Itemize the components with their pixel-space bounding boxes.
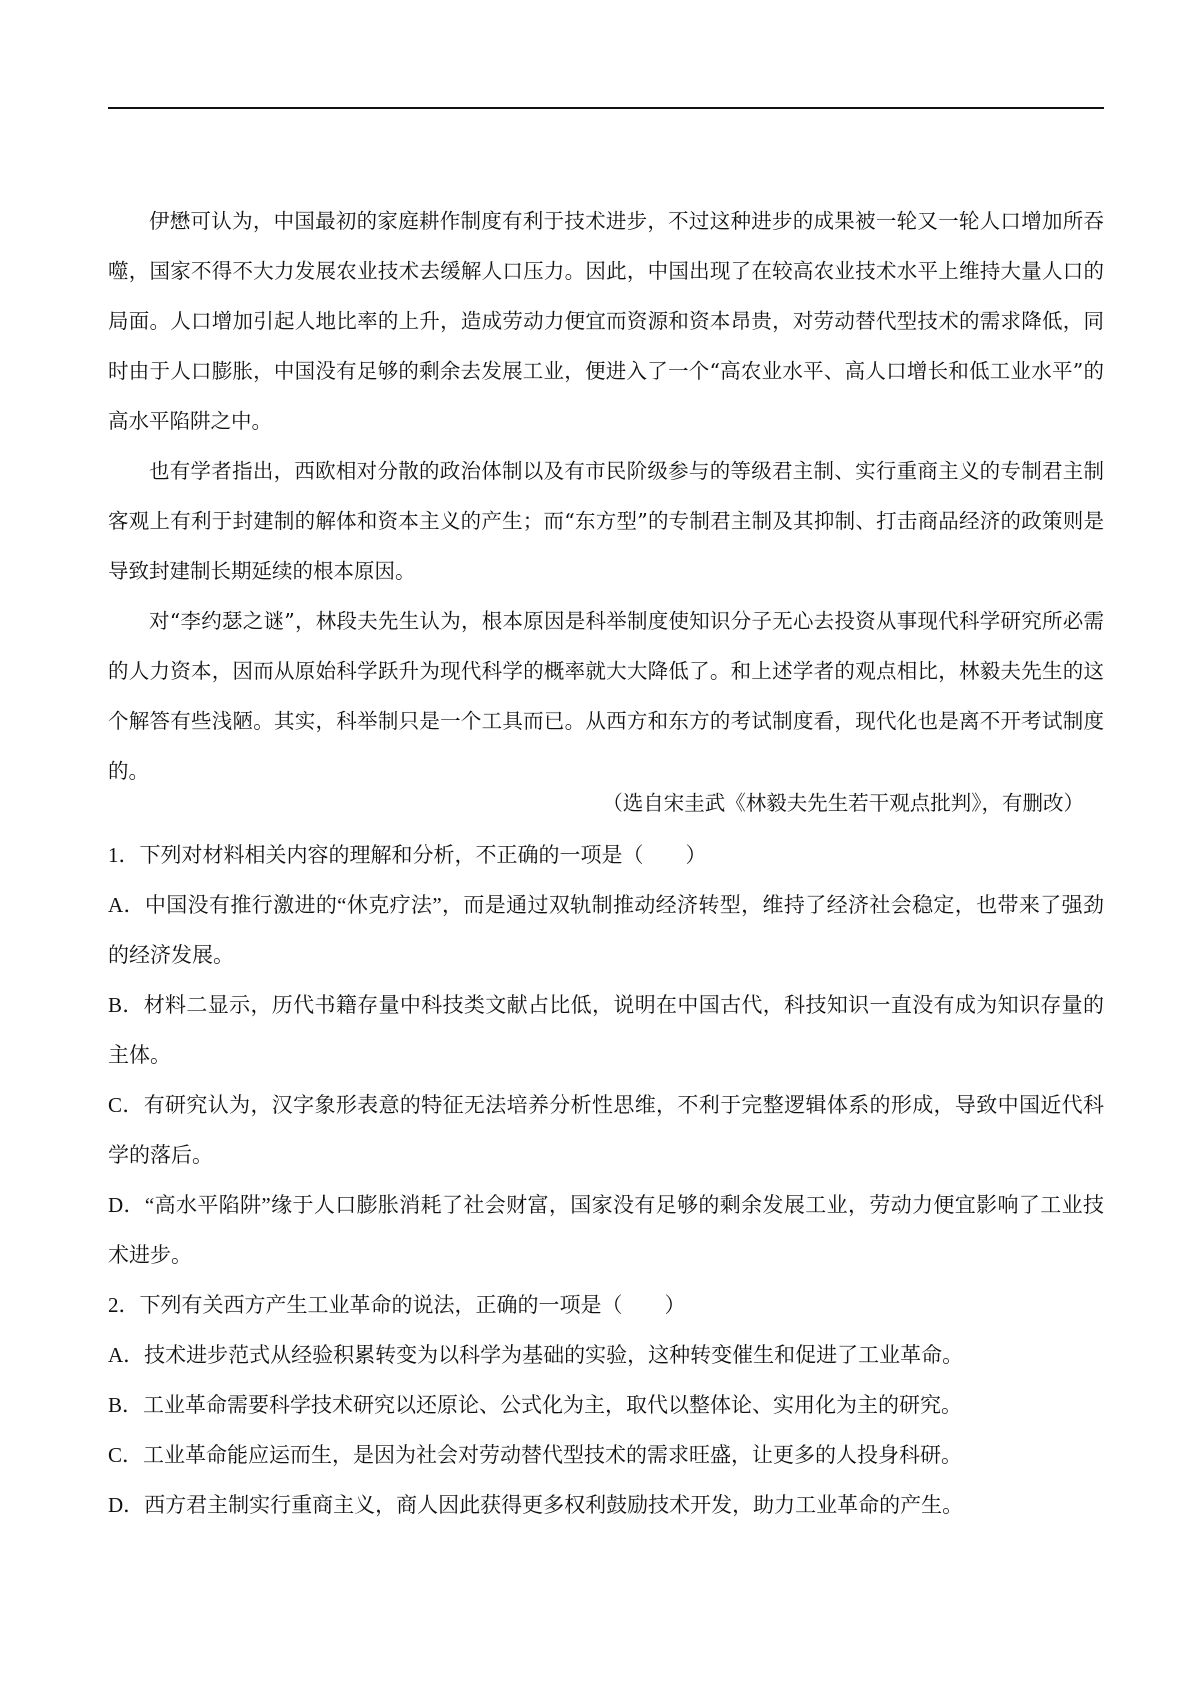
question-list: [108, 830, 1104, 1530]
option-d: D．“高水平陷阱”缘于人口膨胀消耗了社会财富，国家没有足够的剩余发展工业，劳动力便宜影响了工业技术进步。: [108, 1193, 1104, 1267]
reading-passage: [108, 196, 1104, 796]
passage-paragraph: 伊懋可认为，中国最初的家庭耕作制度有利于技术进步，不过这种进步的成果被一轮又一轮人口增加所吞噬，国家不得不大力发展农业技术去缓解人口压力。因此，中国出现了在较高农业技术水平上维持大量人口的局面。人口增加引起人地比率的上升，造成劳动力便宜而资源和资本昂贵，对劳动替代型技术的需求降低，同时由于人口膨胀，中国没有足够的剩余去发展工业，便进入了一个“高农业水平、高人口增长和低工业水平”的高水平陷阱之中。: [108, 209, 1104, 433]
passage-paragraph: 也有学者指出，西欧相对分散的政治体制以及有市民阶级参与的等级君主制、实行重商主义的专制君主制客观上有利于封建制的解体和资本主义的产生；而“东方型”的专制君主制及其抑制、打击商品经济的政策则是导致封建制长期延续的根本原因。: [108, 459, 1104, 583]
question-stem: 1．下列对材料相关内容的理解和分析，不正确的一项是（ ）: [108, 843, 707, 867]
question-stem: 2．下列有关西方产生工业革命的说法，正确的一项是（ ）: [108, 1293, 686, 1317]
header-rule: [108, 107, 1104, 109]
option-b: B．材料二显示，历代书籍存量中科技类文献占比低，说明在中国古代，科技知识一直没有成为知识存量的主体。: [108, 993, 1104, 1067]
passage-source: （选自宋圭武《林毅夫先生若干观点批判》，有删改）: [602, 791, 1084, 815]
question-2: [108, 1280, 1104, 1530]
question-1: [108, 830, 1104, 1280]
option-a: A．中国没有推行激进的“休克疗法”，而是通过双轨制推动经济转型，维持了经济社会稳定，也带来了强劲的经济发展。: [108, 893, 1104, 967]
option-d: D．西方君主制实行重商主义，商人因此获得更多权利鼓励技术开发，助力工业革命的产生。: [108, 1493, 964, 1517]
option-c: C．工业革命能应运而生，是因为社会对劳动替代型技术的需求旺盛，让更多的人投身科研。: [108, 1443, 963, 1467]
option-b: B．工业革命需要科学技术研究以还原论、公式化为主，取代以整体论、实用化为主的研究。: [108, 1393, 963, 1417]
option-a: A．技术进步范式从经验积累转变为以科学为基础的实验，这种转变催生和促进了工业革命。: [108, 1343, 964, 1367]
passage-paragraph: 对“李约瑟之谜”，林段夫先生认为，根本原因是科举制度使知识分子无心去投资从事现代科学研究所必需的人力资本，因而从原始科学跃升为现代科学的概率就大大降低了。和上述学者的观点相比，林毅夫先生的这个解答有些浅陋。其实，科举制只是一个工具而已。从西方和东方的考试制度看，现代化也是离不开考试制度的。: [108, 609, 1104, 783]
option-c: C．有研究认为，汉字象形表意的特征无法培养分析性思维，不利于完整逻辑体系的形成，导致中国近代科学的落后。: [108, 1093, 1104, 1167]
